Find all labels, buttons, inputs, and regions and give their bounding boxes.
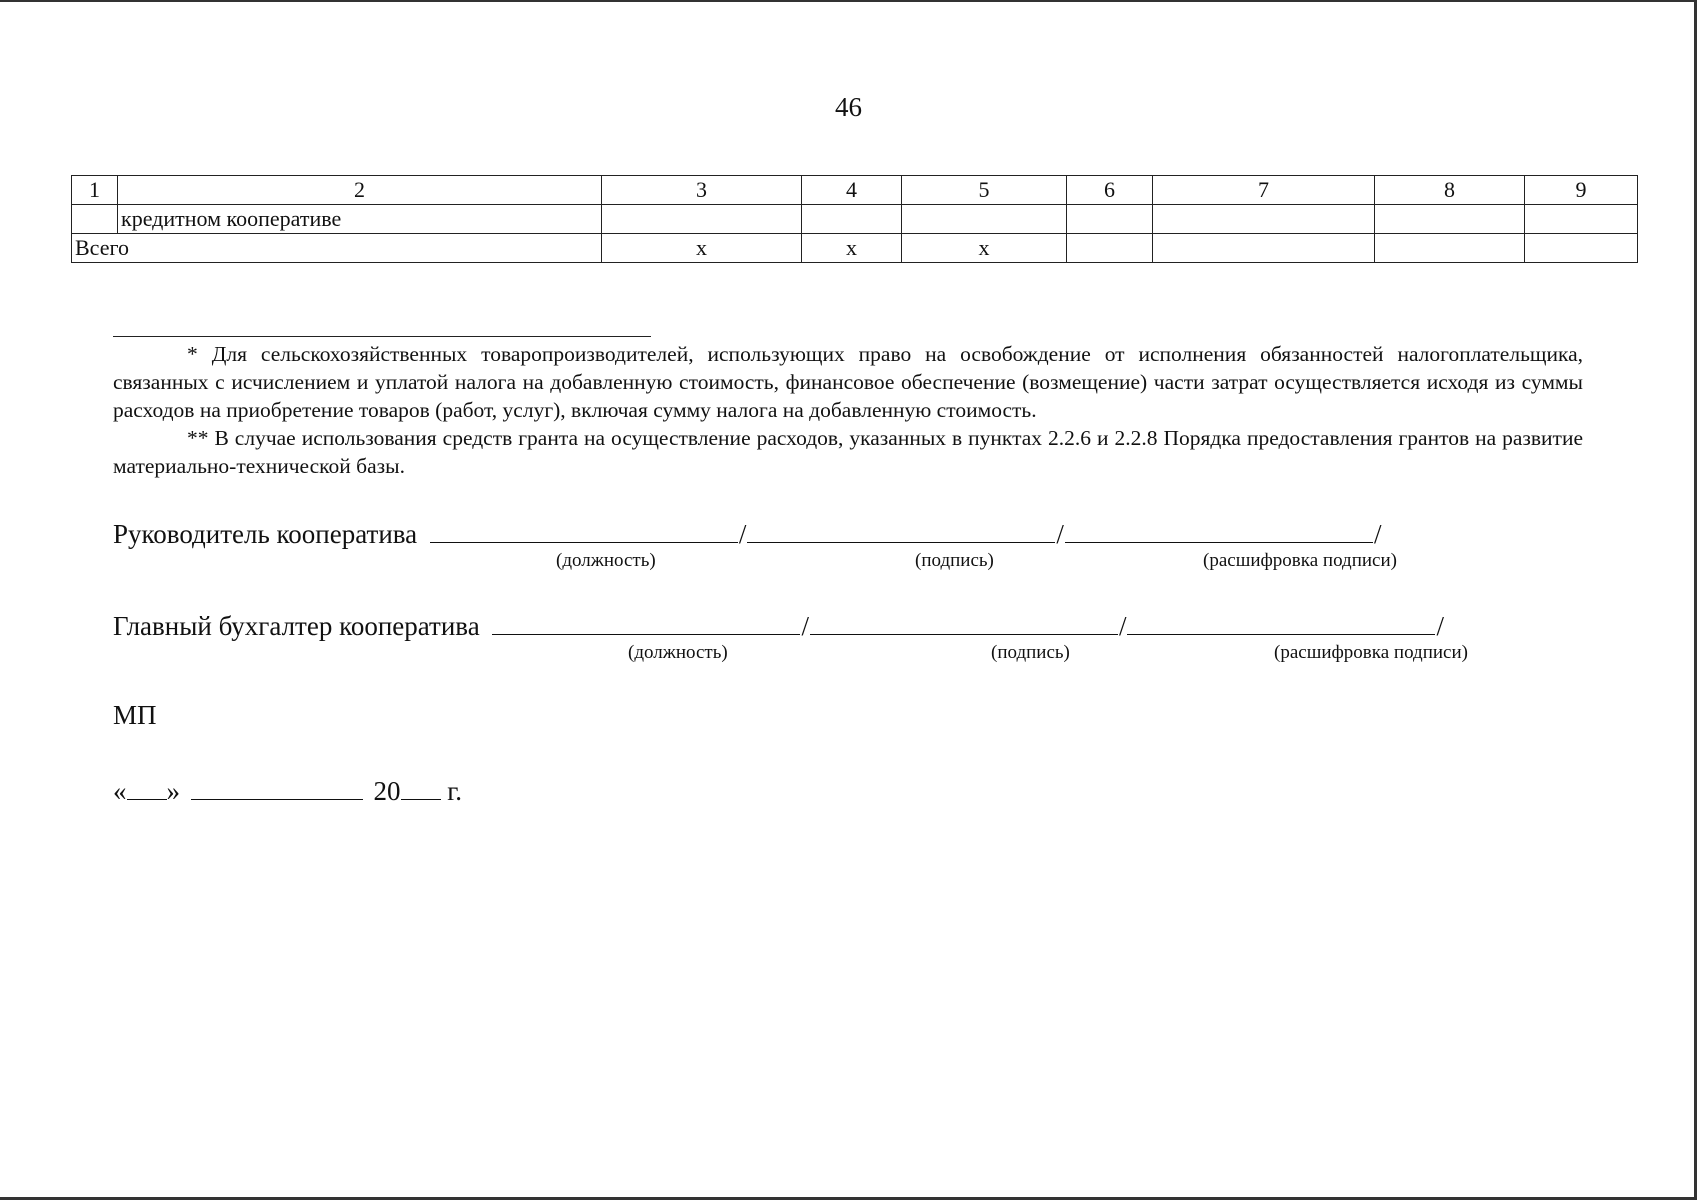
table-cell (1153, 205, 1375, 234)
head-position-caption: (должность) (556, 550, 656, 571)
table-cell (902, 205, 1067, 234)
table-total-row (72, 234, 1638, 263)
footnote-2: ** В случае использования средств гранта на осуществление расходов, указанных в пунктах 2.2.6 и 2.2.8 Порядка предоставления грантов на развитие материально-технической базы. (113, 426, 1583, 478)
data-table (71, 175, 1638, 263)
head-signature-field[interactable] (747, 518, 1055, 543)
table-cell (1375, 205, 1525, 234)
table-row (72, 205, 1638, 234)
separator-slash: / (1056, 519, 1064, 549)
head-signature-line (113, 518, 1382, 550)
table-cell (1153, 234, 1375, 263)
footnote-1: * Для сельскохозяйственных товаропроизводителей, использующих право на освобождение от исполнения обязанностей налогоплательщика, связанных с исчислением и уплатой налога на добавленную стоимость, финансовое обеспечение (возмещение) части затрат осуществляется исходя из суммы расходов на приобретение товаров (работ, услуг), включая сумму налога на добавленную стоимость. (113, 342, 1583, 422)
date-year-suffix: г. (447, 776, 463, 806)
date-year-prefix: 20 (373, 776, 401, 806)
separator-slash: / (1436, 611, 1444, 641)
table-cell (1375, 234, 1525, 263)
table-header-cell: 5 (902, 176, 1067, 205)
separator-slash: / (1373, 519, 1382, 549)
table-cell (72, 205, 118, 234)
table-cell (802, 205, 902, 234)
table-header-cell: 9 (1525, 176, 1638, 205)
footnotes (113, 340, 1583, 480)
head-position-field[interactable] (430, 518, 738, 543)
separator-slash: / (801, 611, 809, 641)
head-decoding-field[interactable] (1065, 518, 1373, 543)
table-cell (1525, 234, 1638, 263)
table-header-cell: 4 (802, 176, 902, 205)
accountant-signature-caption: (подпись) (991, 642, 1070, 663)
date-open-quote: « (113, 776, 127, 806)
table-header-cell: 2 (118, 176, 602, 205)
accountant-decoding-field[interactable] (1127, 610, 1435, 635)
accountant-signature-field[interactable] (810, 610, 1118, 635)
table-cell: х (902, 234, 1067, 263)
footnote-separator (113, 336, 651, 337)
head-signature-caption: (подпись) (915, 550, 994, 571)
total-label: Всего (72, 234, 602, 263)
separator-slash: / (1118, 611, 1127, 641)
table-header-cell: 1 (72, 176, 118, 205)
accountant-decoding-caption: (расшифровка подписи) (1274, 642, 1468, 663)
table-cell (1525, 205, 1638, 234)
table-header-row (72, 176, 1638, 205)
table-cell: х (602, 234, 802, 263)
table-cell (602, 205, 802, 234)
table-header-cell: 8 (1375, 176, 1525, 205)
table-header-cell: 6 (1067, 176, 1153, 205)
table-cell: кредитном кооперативе (118, 205, 602, 234)
table-header-cell: 7 (1153, 176, 1375, 205)
table-cell (1067, 234, 1153, 263)
table-cell: х (802, 234, 902, 263)
page-edge-top (0, 0, 1697, 2)
table-cell (1067, 205, 1153, 234)
date-day-field[interactable] (127, 775, 167, 800)
accountant-position-caption: (должность) (628, 642, 728, 663)
stamp-label: МП (113, 700, 157, 730)
date-month-field[interactable] (191, 775, 363, 800)
head-decoding-caption: (расшифровка подписи) (1203, 550, 1397, 571)
date-close-quote: » (166, 776, 180, 806)
accountant-position-field[interactable] (492, 610, 800, 635)
separator-slash: / (738, 519, 747, 549)
accountant-signature-label: Главный бухгалтер кооператива (113, 611, 480, 641)
date-line (113, 775, 462, 807)
date-year-field[interactable] (401, 775, 441, 800)
page-number: 46 (835, 92, 862, 122)
table-header-cell: 3 (602, 176, 802, 205)
head-signature-label: Руководитель кооператива (113, 519, 418, 549)
accountant-signature-line (113, 610, 1445, 642)
